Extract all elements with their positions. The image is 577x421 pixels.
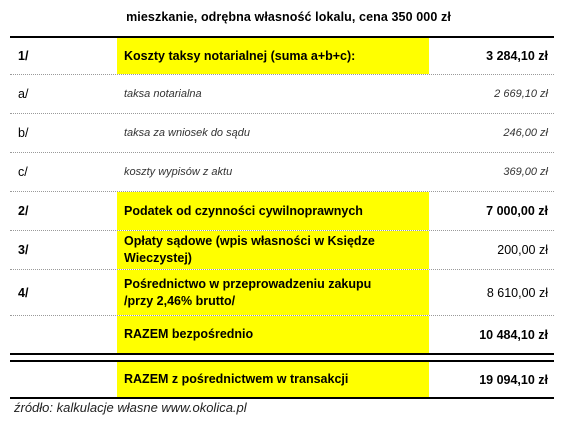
- row-label: [124, 270, 424, 315]
- table-row-total-direct: [10, 316, 554, 355]
- row-label: Koszty taksy notarialnej (suma a+b+c):: [124, 48, 356, 63]
- table-row-1: [10, 36, 554, 75]
- row-value: 2 669,10 zł: [494, 88, 548, 100]
- row-label: RAZEM bezpośrednio: [124, 327, 254, 341]
- table-title: mieszkanie, odrębna własność lokalu, cena 350 000 zł: [126, 10, 451, 24]
- row-number: 3/: [18, 243, 29, 257]
- table-row-total-with-agency: [10, 360, 554, 399]
- row-label: Opłaty sądowe (wpis własności w Księdze Wieczystej): [124, 234, 375, 265]
- table-row-b: [10, 114, 554, 153]
- row-number: [18, 362, 108, 397]
- source-note: źródło: kalkulacje własne www.okolica.pl: [14, 400, 247, 415]
- row-label: Podatek od czynności cywilnoprawnych: [124, 203, 363, 218]
- table-row-4: [10, 270, 554, 316]
- row-number: 1/: [18, 49, 29, 63]
- row-number: b/: [18, 126, 29, 140]
- row-value: 3 284,10 zł: [486, 49, 548, 63]
- row-number: [18, 316, 108, 353]
- row-label-line-2: /przy 2,46% brutto/: [124, 293, 236, 308]
- row-value: 7 000,00 zł: [486, 204, 548, 218]
- table-row-3: [10, 231, 554, 270]
- row-number: 4/: [18, 285, 29, 300]
- row-number: 2/: [18, 204, 29, 218]
- row-value: 200,00 zł: [497, 243, 548, 257]
- table-row-a: [10, 75, 554, 114]
- row-label: taksa notarialna: [124, 87, 202, 100]
- row-value: 19 094,10 zł: [479, 372, 548, 387]
- row-value: 10 484,10 zł: [479, 327, 548, 342]
- row-label: taksa za wniosek do sądu: [124, 126, 250, 139]
- row-label: koszty wypisów z aktu: [124, 165, 233, 178]
- row-label: RAZEM z pośrednictwem w transakcji: [124, 372, 349, 386]
- cost-table: [10, 36, 554, 399]
- table-row-c: [10, 153, 554, 192]
- row-label-line-1: Pośrednictwo w przeprowadzeniu zakupu: [124, 276, 372, 291]
- row-number: a/: [18, 87, 29, 101]
- row-value: 246,00 zł: [503, 127, 548, 139]
- table-row-2: [10, 192, 554, 231]
- row-number: c/: [18, 165, 28, 179]
- row-value: 369,00 zł: [503, 166, 548, 178]
- row-value: 8 610,00 zł: [486, 285, 548, 300]
